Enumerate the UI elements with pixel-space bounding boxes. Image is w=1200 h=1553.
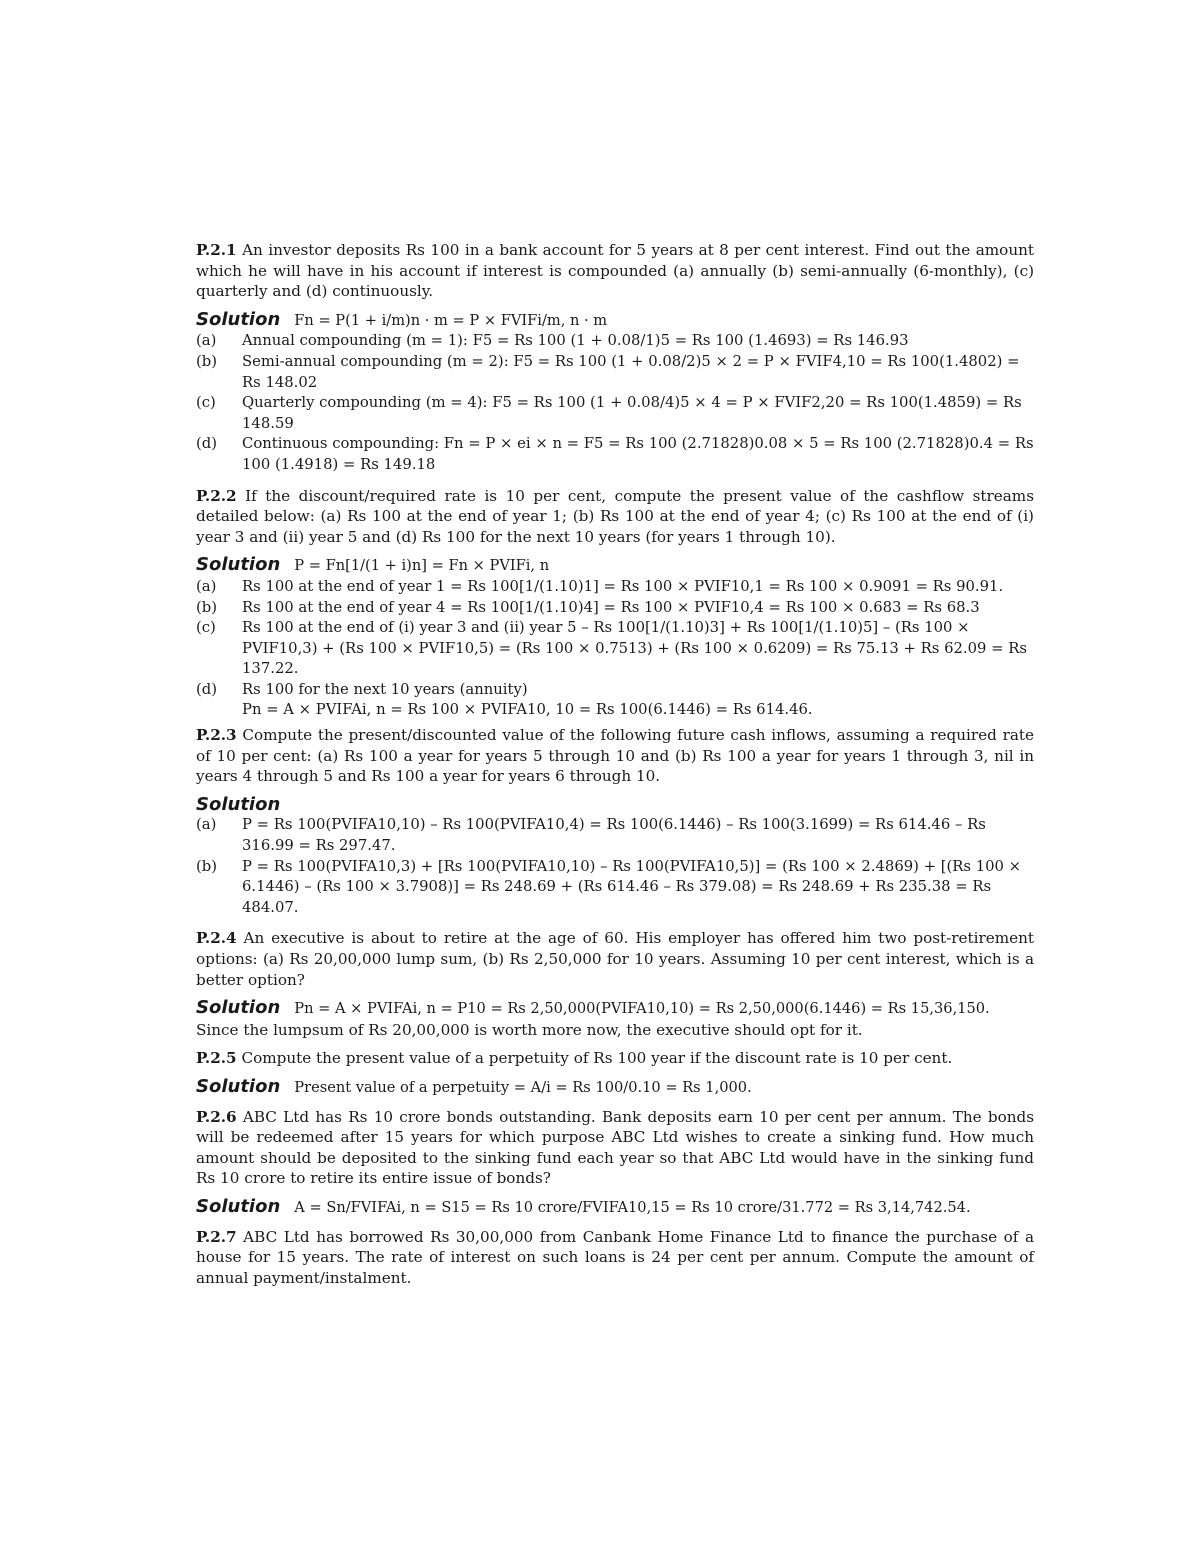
item-text: Semi-annual compounding (m = 2): F5 = Rs 100 (1 + 0.08/2)5 × 2 = P × FVIF4,10 = Rs 100(1.4802) = Rs 148.02: [242, 352, 1020, 391]
problem-text: Compute the present/discounted value of the following future cash inflows, assuming a required rate of 10 per cent: (a) Rs 100 a year for years 5 through 10 and (b) Rs 100 a year for years 1 through 3, nil in years 4 through 5 and Rs 100 a year for years 6 through 10.: [196, 726, 1034, 786]
problem-text: Compute the present value of a perpetuity of Rs 100 year if the discount rate is 10 per cent.: [241, 1049, 953, 1068]
solution-formula: P = Fn[1/(1 + i)n] = Fn × PVIFi, n: [294, 557, 550, 575]
solution-formula: Present value of a perpetuity = A/i = Rs 100/0.10 = Rs 1,000.: [294, 1078, 752, 1096]
solution-item: [196, 618, 1034, 680]
solution-item: [196, 857, 1034, 919]
problem-p2-3: [196, 725, 1034, 787]
item-label: (c): [196, 394, 216, 412]
solution-label: Solution: [196, 1075, 281, 1097]
problem-number: P.2.5: [196, 1049, 237, 1068]
solution-item: [196, 393, 1034, 434]
solution-label: Solution: [196, 1195, 281, 1217]
solution-item: [196, 434, 1034, 475]
item-label: (d): [196, 435, 218, 453]
problem-number: P.2.4: [196, 929, 237, 948]
problem-text: ABC Ltd has Rs 10 crore bonds outstanding. Bank deposits earn 10 per cent per annum. The bonds will be redeemed after 15 years for which purpose ABC Ltd wishes to create a sinking fund. How much amount should be deposited to the sinking fund each year so that ABC Ltd would have in the sinking fund Rs 10 crore to retire its entire issue of bonds?: [196, 1107, 1035, 1188]
item-text: Rs 100 at the end of year 1 = Rs 100[1/(1.10)1] = Rs 100 × PVIF10,1 = Rs 100 × 0.9091 = Rs 90.91.: [242, 577, 1004, 595]
problem-p2-4: [196, 928, 1034, 990]
problem-text: If the discount/required rate is 10 per cent, compute the present value of the cashflow streams detailed below: (a) Rs 100 at the end of year 1; (b) Rs 100 at the end of year 4; (c) Rs 100 at the end of (i) year 3 and (ii) year 5 and (d) Rs 100 for the next 10 years (for years 1 through 10).: [196, 486, 1035, 546]
solution-label: Solution: [196, 308, 281, 330]
problem-p2-6: [196, 1107, 1034, 1189]
solution-p2-5: [196, 1077, 1034, 1099]
problem-text: An executive is about to retire at the age of 60. His employer has offered him two post-retirement options: (a) Rs 20,00,000 lump sum, (b) Rs 2,50,000 for 10 years. Assuming 10 per cent interest, which is a better option?: [196, 929, 1035, 989]
solution-item: [196, 680, 1034, 701]
item-text: Rs 100 for the next 10 years (annuity): [242, 680, 528, 698]
item-text: P = Rs 100(PVIFA10,10) – Rs 100(PVIFA10,4) = Rs 100(6.1446) – Rs 100(3.1699) = Rs 614.46 – Rs 316.99 = Rs 297.47.: [242, 816, 986, 855]
item-label: (b): [196, 857, 218, 875]
solution-label: Solution: [196, 554, 281, 576]
item-text: Quarterly compounding (m = 4): F5 = Rs 100 (1 + 0.08/4)5 × 4 = P × FVIF2,20 = Rs 100(1.4859) = Rs 148.59: [242, 394, 1022, 432]
item-text: Continuous compounding: Fn = P × ei × n = F5 = Rs 100 (2.71828)0.08 × 5 = Rs 100 (2.71828)0.4 = Rs 100 (1.4918) = Rs 149.18: [242, 435, 1034, 473]
solution-label: Solution: [196, 793, 281, 815]
solution-conclusion: Since the lumpsum of Rs 20,00,000 is worth more now, the executive should opt for it.: [196, 1020, 863, 1039]
solution-p2-3: [196, 795, 1034, 816]
document-page: [196, 240, 1034, 1296]
item-label: (d): [196, 680, 218, 698]
problem-p2-7: [196, 1227, 1034, 1289]
problem-number: P.2.6: [196, 1107, 237, 1126]
item-text: Rs 100 at the end of year 4 = Rs 100[1/(1.10)4] = Rs 100 × PVIF10,4 = Rs 100 × 0.683 = Rs 68.3: [242, 598, 980, 616]
solution-formula: A = Sn/FVIFAi, n = S15 = Rs 10 crore/FVIFA10,15 = Rs 10 crore/31.772 = Rs 3,14,742.54.: [294, 1198, 971, 1216]
solution-p2-2: [196, 555, 1034, 577]
problem-p2-2: [196, 486, 1034, 548]
solution-item: [196, 815, 1034, 856]
annuity-formula: Pn = A × PVIFAi, n = Rs 100 × PVIFA10, 10 = Rs 100(6.1446) = Rs 614.46.: [242, 701, 813, 719]
solution-item: [196, 352, 1034, 393]
item-text: Annual compounding (m = 1): F5 = Rs 100 (1 + 0.08/1)5 = Rs 100 (1.4693) = Rs 146.93: [242, 332, 909, 350]
solution-item: [196, 331, 1034, 352]
problem-number: P.2.3: [196, 726, 237, 745]
item-label: (a): [196, 577, 217, 595]
item-text: Rs 100 at the end of (i) year 3 and (ii) year 5 – Rs 100[1/(1.10)3] + Rs 100[1/(1.10)5] – (Rs 100 × PVIF10,3) + (Rs 100 × PVIF10,5) = (Rs 100 × 0.7513) + (Rs 100 × 0.6209) = Rs 75.13 + Rs 62.09 = Rs 137.22.: [242, 619, 1027, 678]
solution-label: Solution: [196, 997, 281, 1019]
item-label: (a): [196, 332, 217, 350]
solution-p2-4: [196, 998, 1034, 1020]
problem-text: ABC Ltd has borrowed Rs 30,00,000 from Canbank Home Finance Ltd to finance the purchase of a house for 15 years. The rate of interest on such loans is 24 per cent per annum. Compute the amount of annual payment/instalment.: [196, 1227, 1035, 1287]
item-label: (b): [196, 352, 218, 370]
problem-p2-5: [196, 1048, 1034, 1069]
item-text: P = Rs 100(PVIFA10,3) + [Rs 100(PVIFA10,10) – Rs 100(PVIFA10,5)] = (Rs 100 × 2.4869) + [(Rs 100 × 6.1446) – (Rs 100 × 3.7908)] = Rs 248.69 + (Rs 614.46 – Rs 379.08) = Rs 248.69 + Rs 235.38 = Rs 484.07.: [242, 857, 1022, 916]
solution-p2-1: [196, 310, 1034, 332]
item-label: (a): [196, 816, 217, 834]
item-label: (c): [196, 619, 216, 637]
problem-number: P.2.7: [196, 1227, 237, 1246]
problem-number: P.2.2: [196, 486, 237, 505]
problem-text: An investor deposits Rs 100 in a bank account for 5 years at 8 per cent interest. Find out the amount which he will have in his account if interest is compounded (a) annually (b) semi-annually (6-monthly), (c) quarterly and (d) continuously.: [196, 241, 1034, 301]
solution-item: [196, 598, 1034, 619]
solution-item: [196, 577, 1034, 598]
solution-formula: Fn = P(1 + i/m)n · m = P × FVIFi/m, n · m: [294, 311, 608, 329]
item-label: (b): [196, 598, 218, 616]
problem-p2-1: [196, 240, 1034, 302]
solution-p2-6: [196, 1197, 1034, 1219]
solution-formula: Pn = A × PVIFAi, n = P10 = Rs 2,50,000(PVIFA10,10) = Rs 2,50,000(6.1446) = Rs 15,36,150.: [294, 1000, 990, 1018]
problem-number: P.2.1: [196, 241, 237, 259]
